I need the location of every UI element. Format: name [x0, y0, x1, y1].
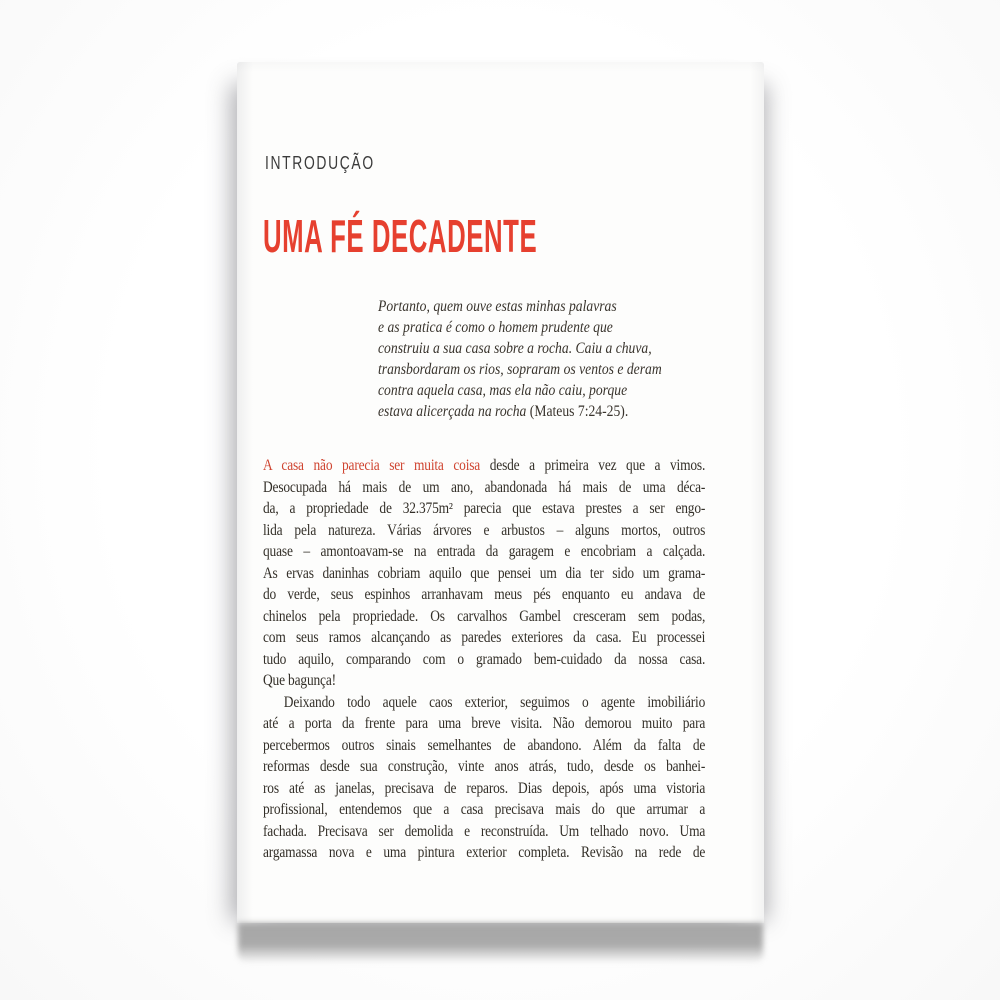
- epigraph-line: Portanto, quem ouve estas minhas palavras: [378, 298, 617, 315]
- body-line: fachada. Precisava ser demolida e reconstruída. Um telhado novo. Uma: [263, 822, 706, 840]
- body-line: argamassa nova e uma pintura exterior completa. Revisão na rede de: [263, 844, 706, 861]
- epigraph-line: construiu a sua casa sobre a rocha. Caiu a chuva,: [378, 340, 652, 357]
- body-line: lida pela natureza. Várias árvores e arbustos – alguns mortos, outros: [263, 521, 706, 539]
- scripture-reference: (Mateus 7:24-25).: [529, 403, 629, 420]
- epigraph-line: e as pratica é como o homem prudente que: [378, 319, 613, 336]
- body-line: até a porta da frente para uma breve visita. Não demorou muito para: [263, 715, 706, 732]
- body-line: reformas desde sua construção, vinte anos atrás, tudo, desde os banhei-: [263, 758, 706, 775]
- body-line: quase – amontoavam-se na entrada da garagem e encobriam a calçada.: [263, 543, 706, 560]
- body-line: da, a propriedade de 32.375m² parecia que estava prestes a ser engo-: [263, 500, 706, 517]
- body-line: ros até as janelas, precisava de reparos. Dias depois, após uma vistoria: [263, 779, 706, 797]
- red-lead-text: A casa não parecia ser muita coisa: [263, 457, 481, 474]
- epigraph-line-text: estava alicerçada na rocha: [378, 403, 530, 420]
- epigraph-line: contra aquela casa, mas ela não caiu, porque: [378, 382, 628, 399]
- body-line: As ervas daninhas cobriam aquilo que pensei um dia ter sido um grama-: [263, 564, 706, 582]
- body-line: profissional, entendemos que a casa precisava mais do que arrumar a: [263, 801, 706, 818]
- epigraph: [378, 296, 662, 422]
- paragraph: [263, 692, 705, 864]
- chapter-title: UMA FÉ DECADENTE: [263, 210, 538, 262]
- body-line: do verde, seus espinhos arranhavam meus pés enquanto eu andava de: [263, 586, 706, 603]
- body-line: com seus ramos alcançando as paredes exteriores da casa. Eu processei: [263, 629, 706, 646]
- body-line: A casa não parecia ser muita coisa desde a primeira vez que a vimos.: [263, 457, 706, 474]
- body-line: Que bagunça!: [263, 672, 336, 689]
- paragraph: [263, 455, 705, 692]
- section-kicker: INTRODUÇÃO: [265, 152, 375, 173]
- epigraph-line: transbordaram os rios, sopraram os ventos e deram: [378, 361, 662, 378]
- body-line: chinelos pela propriedade. Os carvalhos Gambel cresceram sem podas,: [263, 607, 706, 625]
- body-line: Deixando todo aquele caos exterior, seguimos o agente imobiliário: [283, 693, 706, 711]
- body-text: [263, 455, 705, 864]
- book-page: [237, 62, 764, 923]
- body-line: tudo aquilo, comparando com o gramado bem-cuidado da nossa casa.: [263, 650, 706, 668]
- body-line: Desocupada há mais de um ano, abandonada há mais de uma déca-: [263, 478, 706, 496]
- body-line: percebermos outros sinais semelhantes de abandono. Além da falta de: [263, 736, 706, 754]
- epigraph-line: [378, 401, 662, 422]
